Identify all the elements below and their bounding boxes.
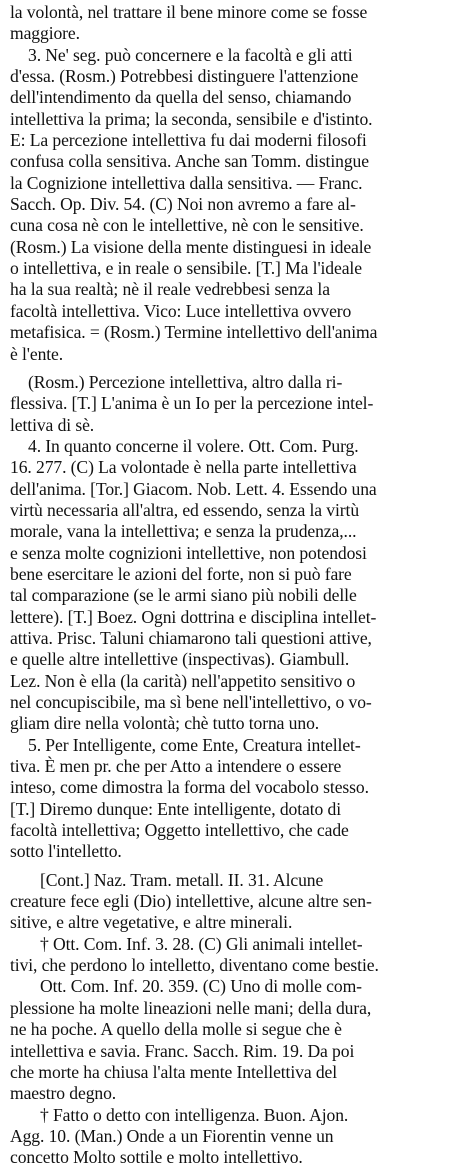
text-line: Sacch. Op. Div. 54. (C) Noi non avremo a fare al-: [10, 194, 356, 215]
text-line: metafisica. = (Rosm.) Termine intellettivo dell'anima: [10, 322, 378, 343]
text-line: la volontà, nel trattare il bene minore come se fosse: [10, 2, 368, 22]
section-5-heading: 5. Per Intelligente, come Ente, Creatura intellet-: [28, 734, 361, 755]
text-line: cuna cosa nè con le intellettive, nè con le sensitive.: [10, 215, 364, 236]
text-line: è l'ente.: [10, 343, 64, 364]
text-line: tiva. È men pr. che per Atto a intendere o essere: [10, 756, 342, 777]
paragraph-start: (Rosm.) Percezione intellettiva, altro dalla ri-: [28, 371, 343, 392]
text-line: maestro degno.: [10, 1083, 117, 1104]
paragraph-start: [Cont.] Naz. Tram. metall. II. 31. Alcune: [40, 869, 324, 890]
text-line: lettiva di sè.: [10, 414, 95, 435]
text-line: e quelle altre intellettive (inspectivas). Giambull.: [10, 649, 350, 670]
text-line: virtù necessaria all'altra, ed essendo, senza la virtù: [10, 499, 360, 520]
text-line: ha la sua realtà; nè il reale vedrebbesi senza la: [10, 279, 330, 300]
text-line: ne ha poche. A quello della molle si segue che è: [10, 1019, 342, 1040]
text-line: E: La percezione intellettiva fu dai moderni filosofi: [10, 130, 367, 151]
text-line: Lez. Non è ella (la carità) nell'appetito sensitivo o: [10, 670, 356, 691]
text-line: sitive, e altre vegetative, e altre minerali.: [10, 912, 293, 933]
text-line: facoltà intellettiva. Vico: Luce intellettiva ovvero: [10, 300, 352, 321]
text-line: (Rosm.) La visione della mente distinguesi in ideale: [10, 236, 372, 257]
text-line: plessione ha molte lineazioni nelle mani; della dura,: [10, 997, 372, 1018]
text-line: che morte ha chiusa l'alta mente Intellettiva del: [10, 1061, 338, 1082]
section-4-heading: 4. In quanto concerne il volere. Ott. Com. Purg.: [28, 435, 359, 456]
section-3-heading: 3. Ne' seg. può concernere e la facoltà e gli atti: [28, 44, 353, 65]
text-line: dell'anima. [Tor.] Giacom. Nob. Lett. 4. Essendo una: [10, 478, 377, 499]
paragraph-start: † Ott. Com. Inf. 3. 28. (C) Gli animali intellet-: [40, 933, 363, 954]
text-line: facoltà intellettiva; Oggetto intellettivo, che cade: [10, 820, 349, 841]
paragraph-gap: [10, 863, 462, 870]
text-line: attiva. Prisc. Taluni chiamarono tali questioni attive,: [10, 627, 372, 648]
text-line: maggiore.: [10, 23, 80, 44]
text-line: tivi, che perdono lo intelletto, diventano come bestie.: [10, 955, 379, 976]
paragraph-start: † Fatto o detto con intelligenza. Buon. Ajon.: [40, 1104, 349, 1125]
text-line: e senza molte cognizioni intellettive, non potendosi: [10, 542, 367, 563]
text-line: [T.] Diremo dunque: Ente intelligente, dotato di: [10, 798, 342, 819]
text-line: intellettiva e savia. Franc. Sacch. Rim. 19. Da poi: [10, 1040, 355, 1061]
text-line: inteso, come dimostra la forma del vocabolo stesso.: [10, 777, 369, 798]
text-line: Agg. 10. (Man.) Onde a un Fiorentin venne un: [10, 1125, 334, 1146]
text-line: nel concupiscibile, ma sì bene nell'intellettivo, o vo-: [10, 692, 372, 712]
text-line: concetto Molto sottile e molto intellettivo.: [10, 1147, 303, 1168]
text-line: o intellettiva, e in reale o sensibile. [T.] Ma l'ideale: [10, 258, 362, 279]
text-line: dell'intendimento da quella del senso, chiamando: [10, 87, 352, 108]
text-line: intellettiva la prima; la seconda, sensibile e d'istinto.: [10, 108, 373, 129]
text-line: creature fece egli (Dio) intellettive, alcune altre sen-: [10, 891, 372, 912]
text-line: morale, vana la intellettiva; e senza la prudenza,...: [10, 521, 357, 542]
text-line: tal comparazione (se le armi siano più nobili delle: [10, 585, 357, 606]
text-line: flessiva. [T.] L'anima è un Io per la percezione intel-: [10, 393, 374, 414]
text-line: la Cognizione intellettiva dalla sensitiva. — Franc.: [10, 172, 363, 193]
text-line: gliam dire nella volontà; chè tutto torna uno.: [10, 713, 320, 734]
paragraph-gap: [10, 365, 462, 372]
paragraph-start: Ott. Com. Inf. 20. 359. (C) Uno di molle com-: [40, 976, 362, 997]
text-line: d'essa. (Rosm.) Potrebbesi distinguere l'attenzione: [10, 66, 359, 87]
text-line: 16. 277. (C) La volontade è nella parte intellettiva: [10, 457, 357, 478]
text-line: confusa colla sensitiva. Anche san Tomm. distingue: [10, 151, 369, 172]
text-line: lettere). [T.] Boez. Ogni dottrina e disciplina intellet-: [10, 606, 377, 627]
text-line: bene esercitare le azioni del forte, non si può fare: [10, 563, 352, 584]
text-line: sotto l'intelletto.: [10, 841, 122, 862]
